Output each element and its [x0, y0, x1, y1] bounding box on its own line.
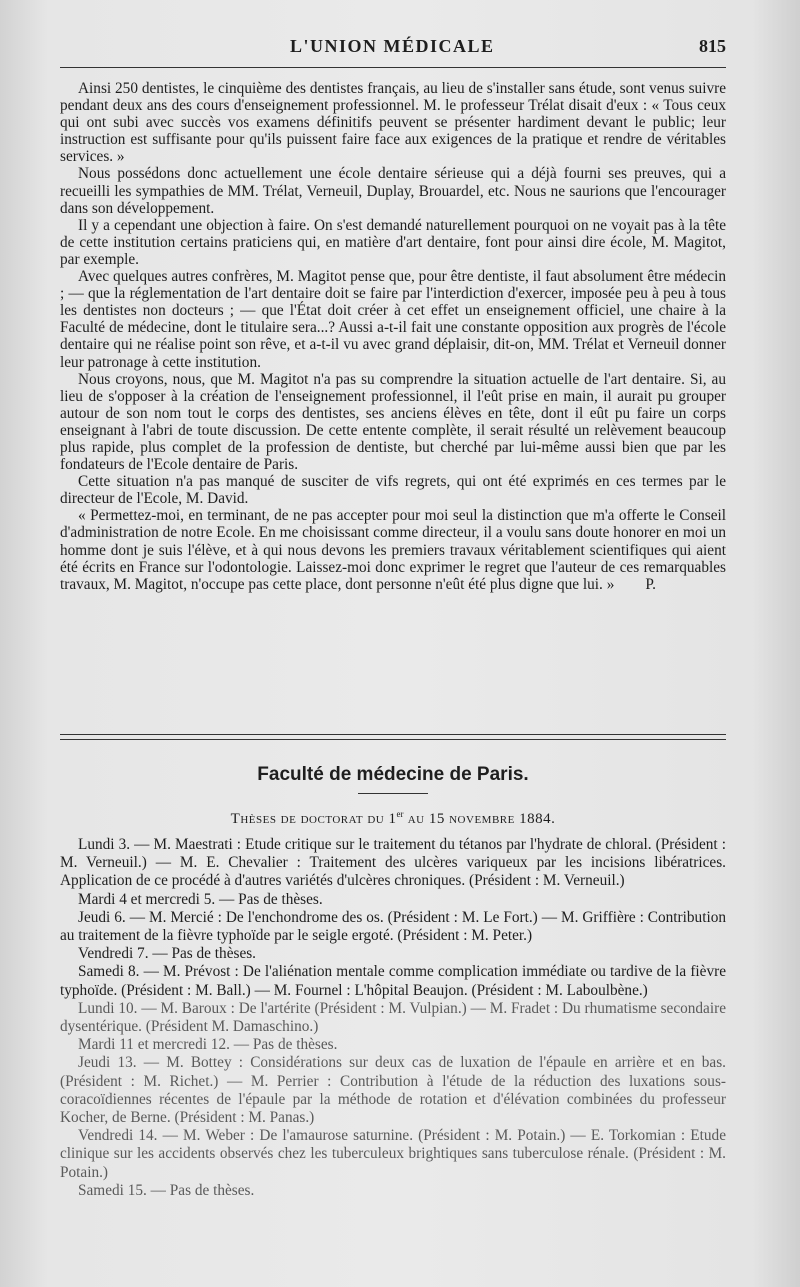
thesis-entry: Vendredi 14. — M. Weber : De l'amaurose saturnine. (Président : M. Potain.) — E. Torkomian : Etude clinique sur les accidents observés chez les tuberculeux brightiques sans tuberculose rénale. (Président : M. Potain.) [60, 1127, 726, 1181]
quote-paragraph [60, 507, 726, 592]
page-number: 815 [699, 36, 726, 56]
section-divider [60, 734, 726, 740]
subheading-suffix: au 15 novembre 1884. [403, 811, 556, 827]
paragraph: Avec quelques autres confrères, M. Magitot pense que, pour être dentiste, il faut absolument être médecin ; — que la réglementation de l'art dentaire doit se faire par l'interdiction d'exercer, imposée peu à peu à tous les dentistes non docteurs ; — que l'État doit créer à cet effet un enseignement officiel, une chaire à la Faculté de médecine, dont le titulaire sera...? Aussi a-t-il fait une constante opposition aux progrès de l'école dentaire qui ne réalise point son rêve, et a-t-il vu avec grand déplaisir, dit-on, MM. Trélat et Verneuil donner leur patronage à cette institution. [60, 268, 726, 371]
subheading-prefix: Thèses de doctorat du 1 [230, 811, 397, 827]
thesis-entry: Samedi 8. — M. Prévost : De l'aliénation mentale comme complication immédiate ou tardive de la fièvre typhoïde. (Président : M. Ball.) — M. Fournel : L'hôpital Beaujon. (Président : M. Laboulbène.) [60, 963, 726, 999]
thesis-entry: Lundi 3. — M. Maestrati : Etude critique sur le traitement du tétanos par l'hydrate de chloral. (Président : M. Verneuil.) — M. E. Chevalier : Traitement des ulcères variqueux par les incisions libératrices. Application de ce procédé à d'autres variétés d'ulcères chroniques. (Président : M. Verneuil.) [60, 836, 726, 890]
theses-subheading [60, 809, 726, 828]
paragraph: Il y a cependant une objection à faire. On s'est demandé naturellement pourquoi on ne voyait pas à la tête de cette institution certains praticiens qui, en matière d'art dentaire, font pour ainsi dire école, M. Magitot, par exemple. [60, 216, 726, 268]
header-rule [60, 67, 726, 68]
thesis-entry: Mardi 4 et mercredi 5. — Pas de thèses. [78, 890, 323, 908]
running-title: L'UNION MÉDICALE [290, 36, 495, 56]
quote-text: « Permettez-moi, en terminant, de ne pas accepter pour moi seul la distinction que m'a offerte le Conseil d'administration de notre Ecole. En me choisissant comme directeur, il a voulu sans doute honorer en moi un homme dont je suis l'élève, et à qui nous devons les premiers travaux véritablement scientifiques qui aient été écrits en France sur l'odontologie. Laissez-moi donc exprimer le regret que l'auteur de ces remarquables travaux, M. Magitot, n'occupe pas cette place, dont personne n'eût été plus digne que lui. » [60, 507, 726, 593]
thesis-entry: Lundi 10. — M. Baroux : De l'artérite (Président : M. Vulpian.) — M. Fradet : Du rhumatisme secondaire dysentérique. (Président M. Damaschino.) [60, 999, 726, 1036]
section-title: Faculté de médecine de Paris. [257, 764, 529, 785]
thesis-entry: Mardi 11 et mercredi 12. — Pas de thèses. [78, 1036, 338, 1054]
paragraph: Ainsi 250 dentistes, le cinquième des dentistes français, au lieu de s'installer sans étude, sont venus suivre pendant deux ans des cours d'enseignement professionnel. M. le professeur Trélat disait d'eux : « Tous ceux qui ont subi avec succès vos examens définitifs peuvent se présenter hardiment devant le public; leur instruction est suffisante pour qu'ils puissent faire face aux exigences de la pratique et rendre de véritables services. » [60, 80, 726, 166]
author-signature: P. [645, 575, 656, 593]
thesis-entry: Vendredi 7. — Pas de thèses. [78, 945, 257, 963]
paragraph: Cette situation n'a pas manqué de susciter de vifs regrets, qui ont été exprimés en ces termes par le directeur de l'Ecole, M. David. [60, 473, 726, 508]
page-header [60, 36, 726, 64]
paragraph: Nous possédons donc actuellement une école dentaire sérieuse qui a déjà fourni ses preuves, qui a recueilli les sympathies de MM. Trélat, Verneuil, Duplay, Brouardel, etc. Nous ne saurions que l'encourager dans son développement. [60, 165, 726, 217]
subheading-ordinal: er [396, 809, 404, 819]
title-underline [358, 793, 428, 794]
thesis-entry: Samedi 15. — Pas de thèses. [78, 1181, 255, 1199]
paragraph: Nous croyons, nous, que M. Magitot n'a pas su comprendre la situation actuelle de l'art dentaire. Si, au lieu de s'opposer à la création de l'enseignement professionnel, il l'eût prise en main, il aurait pu grouper autour de son nom tout le corps des dentistes, ses anciens élèves en tête, dont il eût pu faire un corps enseignant à l'abri de toute discussion. De cette entente complète, il serait résulté un relèvement beaucoup plus rapide, plus complet de la profession de dentiste, but cherché par lui-même aussi bien que par les fondateurs de l'Ecole dentaire de Paris. [60, 370, 726, 474]
thesis-entry: Jeudi 6. — M. Mercié : De l'enchondrome des os. (Président : M. Le Fort.) — M. Griffière : Contribution au traitement de la fièvre typhoïde par le seigle ergoté. (Président : M. Peter.) [60, 908, 726, 945]
thesis-entry: Jeudi 13. — M. Bottey : Considérations sur deux cas de luxation de l'épaule en arrière et en bas. (Président : M. Richet.) — M. Perrier : Contribution à l'étude de la réduction des luxations sous-coracoïdiennes récentes de l'épaule par la méthode de rotation et d'élévation combinées du professeur Kocher, de Berne. (Président : M. Panas.) [60, 1054, 726, 1127]
theses-list [60, 836, 726, 1200]
article-body [60, 80, 726, 593]
